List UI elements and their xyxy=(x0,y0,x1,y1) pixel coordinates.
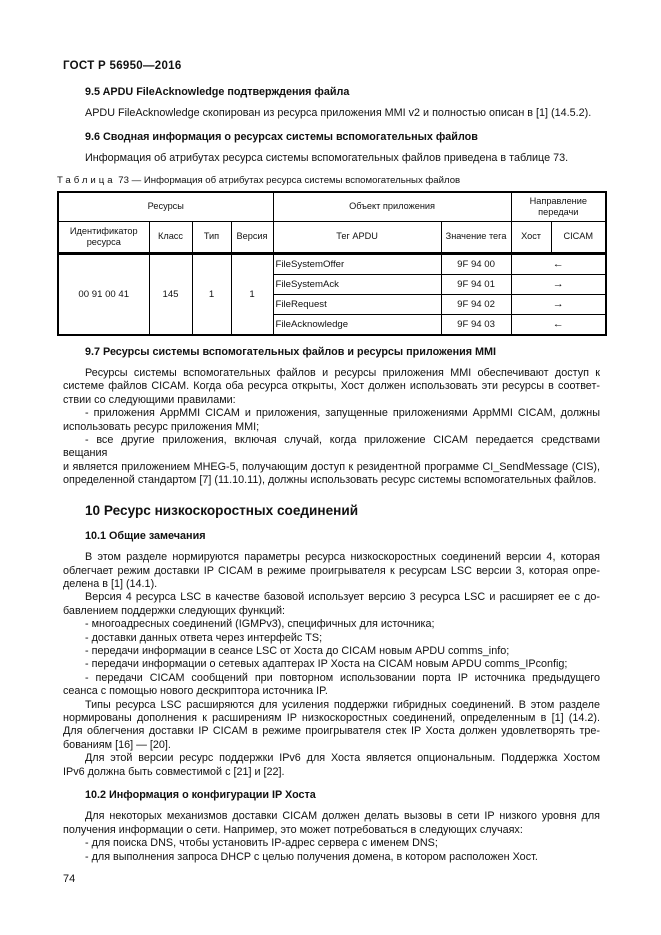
text-line: использовать ресурс приложения MMI; xyxy=(63,420,260,433)
resource-class-cell: 145 xyxy=(149,253,192,335)
text-line: В этом разделе нормируются параметры ресурса низкоскоростных соединений версии 4, которая xyxy=(85,551,600,564)
text-line: и является приложением MHEG-5, получающим доступ к резидентной программе CI_SendMessage (CIS), xyxy=(63,460,600,473)
paragraph xyxy=(63,672,600,699)
table-caption-number: 73 xyxy=(118,174,129,186)
col-header-host: Хост xyxy=(511,221,551,253)
attributes-table xyxy=(57,191,607,336)
text-line: - для поиска DNS, чтобы установить IP-адрес сервера с именем DNS; xyxy=(85,837,438,850)
paragraph xyxy=(63,591,600,618)
apdu-tag-cell: FileSystemOffer xyxy=(273,253,441,274)
running-head: ГОСТ Р 56950—2016 xyxy=(63,60,182,72)
paragraph xyxy=(63,107,600,120)
text-line: сеанса с помощью нового дескриптора источника IP. xyxy=(63,685,328,698)
text-line: бованиям [16] — [20]. xyxy=(63,738,171,751)
group-header-direction: Направление передачи xyxy=(511,192,606,222)
text-line: Ресурсы системы вспомогательных файлов и ресурсы приложения MMI обеспечивают доступ к xyxy=(85,367,600,380)
table-caption xyxy=(57,175,603,186)
table-column-header-row xyxy=(58,221,606,253)
col-header-cicam: CICAM xyxy=(551,221,606,253)
text-line: - приложения AppMMI CICAM и приложения, запущенные приложениями AppMMI CICAM, должны xyxy=(85,407,600,420)
table-group-header-row xyxy=(58,192,606,222)
text-line: 10.1 Общие замечания xyxy=(85,529,206,542)
direction-arrow-cell: ← xyxy=(511,253,606,274)
group-header-app-object: Объект приложения xyxy=(273,192,511,222)
table-caption-word: Таблица xyxy=(57,174,116,186)
text-line: 10 Ресурс низкоскоростных соединений xyxy=(85,502,359,518)
text-line: - для выполнения запроса DHCP с целью получения домена, в котором расположен Хост. xyxy=(85,850,538,863)
table-row xyxy=(58,253,606,274)
section-heading xyxy=(63,131,600,144)
col-header-resource-id: Идентификатор ресурса xyxy=(58,221,149,253)
text-line: ствии со следующими правилами: xyxy=(63,393,236,406)
apdu-tag-cell: FileAcknowledge xyxy=(273,314,441,335)
table-caption-text: — Информация об атрибутах ресурса системы вспомогательных файлов xyxy=(131,174,461,186)
tag-value-cell: 9F 94 03 xyxy=(441,314,511,335)
direction-arrow-cell: → xyxy=(511,274,606,294)
text-line: Для некоторых механизмов доставки CICAM должен делать вызовы в сети IP низкого уровня для xyxy=(85,810,600,823)
text-line: Версия 4 ресурса LSC в качестве базовой использует версию 3 ресурса LSC и расширяет ее с до- xyxy=(85,591,600,604)
table-header xyxy=(58,192,606,254)
text-line: - передачи информации в сеансе LSC от Хоста до CICAM новым APDU comms_info; xyxy=(85,644,510,657)
col-header-class: Класс xyxy=(149,221,192,253)
paragraph xyxy=(63,407,600,434)
text-line: APDU FileAcknowledge скопирован из ресурса приложения MMI v2 и полностью описан в [1] (14.5.2). xyxy=(85,107,592,120)
text-line: делена в [1] (14.1). xyxy=(63,577,158,590)
paragraph xyxy=(63,810,600,837)
apdu-tag-cell: FileRequest xyxy=(273,294,441,314)
text-line: Типы ресурса LSC расширяются для усиления поддержки гибридных соединений. В этом разделе xyxy=(85,698,600,711)
table-section xyxy=(57,175,603,336)
text-line: системе файлов CICAM. Когда оба ресурса открыты, Хост должен использовать эти ресурсы в соответ- xyxy=(63,380,600,393)
text-line: - передачи CICAM сообщений при повторном использовании порта IP источника предыдущего xyxy=(85,671,600,684)
resource-type-cell: 1 xyxy=(192,253,231,335)
text-line: облегчает режим доставки IP CICAM в режиме проигрывателя к ресурсам LSC версии 3, которая опре- xyxy=(63,564,600,577)
paragraph xyxy=(63,434,600,488)
resource-version-cell: 1 xyxy=(231,253,273,335)
text-line: 9.6 Сводная информация о ресурсах системы вспомогательных файлов xyxy=(85,130,478,143)
text-line: - доставки данных ответа через интерфейс TS; xyxy=(85,631,323,644)
col-header-tag-value: Значение тега xyxy=(441,221,511,253)
text-line: Для этой версии ресурс поддержки IPv6 для Хоста является опциональным. Поддержка Хостом xyxy=(85,752,600,765)
text-line: определенной стандартом [7] (11.10.11), должны использовать ресурс системы вспомогательных файлов. xyxy=(63,474,597,487)
apdu-tag-cell: FileSystemAck xyxy=(273,274,441,294)
paragraph xyxy=(63,645,600,658)
tag-value-cell: 9F 94 00 xyxy=(441,253,511,274)
col-header-version: Версия xyxy=(231,221,273,253)
resource-id-cell: 00 91 00 41 xyxy=(58,253,149,335)
text-line: 9.7 Ресурсы системы вспомогательных файлов и ресурсы приложения MMI xyxy=(85,345,497,358)
paragraph xyxy=(63,618,600,631)
group-header-resources: Ресурсы xyxy=(58,192,273,222)
section-heading xyxy=(63,789,600,802)
direction-arrow-cell: ← xyxy=(511,314,606,335)
col-header-apdu-tag: Тег APDU xyxy=(273,221,441,253)
text-line: - все другие приложения, включая случай, когда приложение CICAM передается средствами вещания xyxy=(63,434,600,460)
table-body xyxy=(58,253,606,335)
paragraph xyxy=(63,837,600,850)
paragraph xyxy=(63,152,600,165)
text-line: нормированы дополнения к расширениям IP низкоскоростных соединений, определенным в [1] (14.2). xyxy=(63,711,600,724)
text-line: 9.5 APDU FileAcknowledge подтверждения файла xyxy=(85,86,350,98)
paragraph xyxy=(63,367,600,407)
paragraph xyxy=(63,752,600,779)
text-line: бавлением поддержки следующих функций: xyxy=(63,604,286,617)
direction-arrow-cell: → xyxy=(511,294,606,314)
text-line: Для облегчения доставки IP CICAM в режиме проигрывателя стек IP Хоста должен удовлетворять тре- xyxy=(63,725,600,738)
paragraph xyxy=(63,699,600,753)
section-heading xyxy=(63,530,600,543)
paragraph xyxy=(63,658,600,671)
text-line: получения информации о сети. Например, это может потребоваться в следующих случаях: xyxy=(63,823,523,836)
section-heading xyxy=(63,503,600,519)
paragraph xyxy=(63,551,600,591)
tag-value-cell: 9F 94 02 xyxy=(441,294,511,314)
text-line: 10.2 Информация о конфигурации IP Хоста xyxy=(85,789,316,801)
text-line: - многоадресных соединений (IGMPv3), специфичных для источника; xyxy=(85,618,435,631)
text-line: IPv6 должна быть совместимой с [21] и [22]. xyxy=(63,765,285,778)
page-number: 74 xyxy=(63,873,76,886)
section-heading xyxy=(63,346,600,359)
text-line: - передачи информации о сетевых адаптерах IP Хоста на CICAM новым APDU comms_IPconfig; xyxy=(85,658,568,671)
tag-value-cell: 9F 94 01 xyxy=(441,274,511,294)
col-header-type: Тип xyxy=(192,221,231,253)
text-line: Информация об атрибутах ресурса системы вспомогательных файлов приведена в таблице 73. xyxy=(85,152,569,165)
paragraph xyxy=(63,632,600,645)
document-body xyxy=(57,86,603,885)
section-heading xyxy=(63,86,600,99)
paragraph xyxy=(63,851,600,864)
